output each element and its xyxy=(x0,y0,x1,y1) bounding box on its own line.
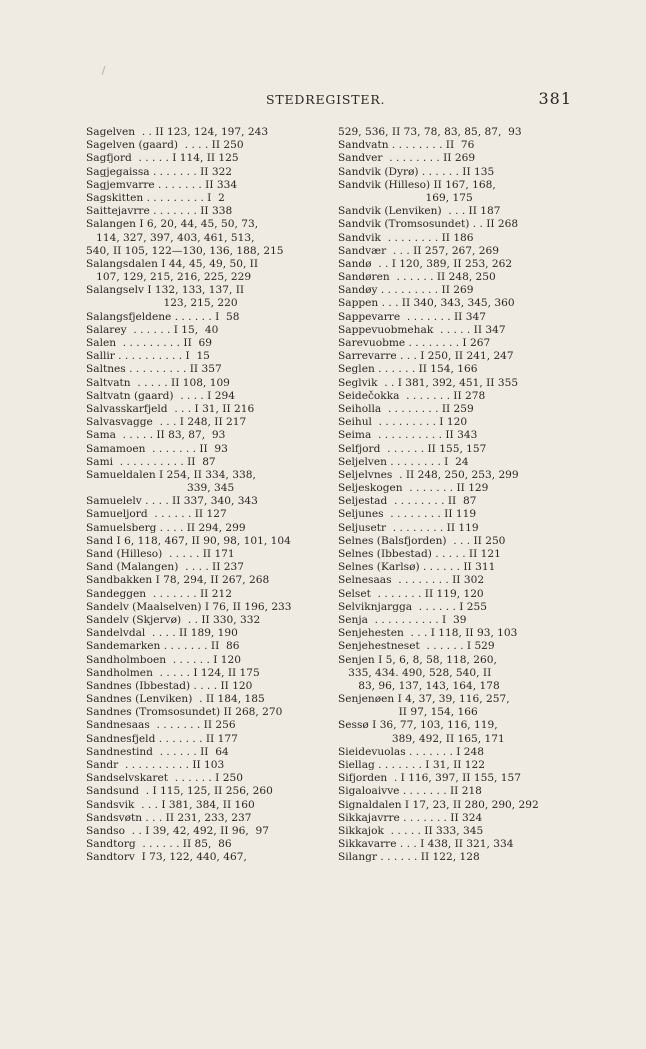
index-entry: Sandtorv I 73, 122, 440, 467, xyxy=(86,851,247,864)
index-entry: Sarevuobme . . . . . . . . I 267 xyxy=(338,337,491,349)
index-entry: Sandholmen . . . . . I 124, II 175 xyxy=(86,666,260,679)
index-entry: II 97, 154, 166 xyxy=(338,706,478,719)
index-entry: Senjehestneset . . . . . . I 529 xyxy=(338,640,495,653)
index-entry: Sagskitten . . . . . . . . . I 2 xyxy=(86,191,225,204)
index-entry: Seidečokka . . . . . . . II 278 xyxy=(338,389,486,402)
index-entry: Sappen . . . II 340, 343, 345, 360 xyxy=(338,297,515,310)
index-entry: Salangselv I 132, 133, 137, II xyxy=(86,284,245,297)
index-entry: Sandsund . I 115, 125, II 256, 260 xyxy=(86,785,273,798)
index-entry: Sifjorden . I 116, 397, II 155, 157 xyxy=(338,772,522,785)
index-entry: Sandvik . . . . . . . . II 186 xyxy=(338,231,474,244)
index-entry: Sappevuobmehak . . . . . II 347 xyxy=(338,323,506,336)
index-entry: Saltvatn . . . . . II 108, 109 xyxy=(86,376,230,389)
index-entry: Sama . . . . . II 83, 87, 93 xyxy=(86,429,226,442)
index-entry: Sigaloaivve . . . . . . . II 218 xyxy=(338,785,482,798)
index-entry: Sand I 6, 118, 467, II 90, 98, 101, 104 xyxy=(86,534,291,547)
index-entry: Selnes (Ibbestad) . . . . . II 121 xyxy=(338,548,501,560)
index-entry: Sandø . . I 120, 389, II 253, 262 xyxy=(338,257,513,270)
index-entry: Sagjegaissa . . . . . . . II 322 xyxy=(86,165,233,178)
index-entry: Sikkajavrre . . . . . . . II 324 xyxy=(338,811,483,824)
index-entry: Seiholla . . . . . . . . II 259 xyxy=(338,402,474,415)
index-entry: Salvasskarfjeld . . . I 31, II 216 xyxy=(86,402,255,415)
index-entry: Sikkavarre . . . I 438, II 321, 334 xyxy=(338,838,514,851)
index-entry: 169, 175 xyxy=(338,191,473,204)
index-entry: Selset . . . . . . . II 119, 120 xyxy=(338,587,484,600)
index-entry: Senjen I 5, 6, 8, 58, 118, 260, xyxy=(338,653,497,666)
index-entry: Sandelvdal . . . . II 189, 190 xyxy=(86,627,238,640)
index-entry: Sandtorg . . . . . . II 85, 86 xyxy=(86,838,232,851)
index-entry: Sallir . . . . . . . . . . I 15 xyxy=(86,350,210,363)
index-entry: Sandelv (Skjervø) . . II 330, 332 xyxy=(86,613,261,626)
pencil-mark xyxy=(102,66,106,75)
index-entry: Sandso . . I 39, 42, 492, II 96, 97 xyxy=(86,824,269,837)
index-entry: Sandholmboen . . . . . . I 120 xyxy=(86,653,241,666)
index-entry: Sarrevarre . . . I 250, II 241, 247 xyxy=(338,350,514,363)
index-entry: Samueljord . . . . . . II 127 xyxy=(86,508,227,521)
index-entry: Samuelsberg . . . . II 294, 299 xyxy=(86,521,246,534)
index-entry: Samamoen . . . . . . . II 93 xyxy=(86,442,228,455)
index-entry: 83, 96, 137, 143, 164, 178 xyxy=(338,679,500,692)
index-entry: Signaldalen I 17, 23, II 280, 290, 292 xyxy=(338,798,539,811)
index-entry: Salangen I 6, 20, 44, 45, 50, 73, xyxy=(86,218,259,231)
index-entry: Saltnes . . . . . . . . . II 357 xyxy=(86,363,222,376)
index-entry: Saittejavrre . . . . . . . II 338 xyxy=(86,205,233,218)
index-entry: Salangsdalen I 44, 45, 49, 50, II xyxy=(86,257,259,270)
index-entry: 107, 129, 215, 216, 225, 229 xyxy=(86,271,252,284)
index-entry: Sandvik (Dyrø) . . . . . . II 135 xyxy=(338,165,495,178)
index-entry: Sandøy . . . . . . . . . II 269 xyxy=(338,284,474,297)
index-entry: Sand (Hilleso) . . . . . II 171 xyxy=(86,548,235,560)
index-entry: Sagelven . . II 123, 124, 197, 243 xyxy=(86,126,269,138)
index-entry: Sandnes (Tromsosundet) II 268, 270 xyxy=(86,706,283,719)
index-entry: Sandr . . . . . . . . . . II 103 xyxy=(86,759,225,771)
index-entry: Seljelvnes . II 248, 250, 253, 299 xyxy=(338,468,519,481)
index-entry: Sandvik (Tromsosundet) . . II 268 xyxy=(338,218,519,231)
index-entry: Seljeskogen . . . . . . . II 129 xyxy=(338,482,489,495)
index-entry: 339, 345 xyxy=(86,482,235,495)
index-column-left xyxy=(86,126,320,865)
index-entry: Sagjemvarre . . . . . . . II 334 xyxy=(86,178,238,191)
index-entry: Salvasvagge . . . I 248, II 217 xyxy=(86,416,247,429)
index-entry: Samuelelv . . . . II 337, 340, 343 xyxy=(86,495,258,508)
index-entry: Sieidevuolas . . . . . . . I 248 xyxy=(338,745,484,758)
index-entry: Seima . . . . . . . . . . II 343 xyxy=(338,429,478,442)
index-entry: Seglen . . . . . . II 154, 166 xyxy=(338,363,478,376)
index-entry: Salangsfjeldene . . . . . . I 58 xyxy=(86,310,240,323)
index-entry: Selfjord . . . . . . II 155, 157 xyxy=(338,442,487,455)
index-entry: 529, 536, II 73, 78, 83, 85, 87, 93 xyxy=(338,126,522,138)
index-entry: Selnesaas . . . . . . . . II 302 xyxy=(338,574,485,587)
index-entry: Selnes (Balsfjorden) . . . II 250 xyxy=(338,534,506,547)
index-entry: Seljelven . . . . . . . . I 24 xyxy=(338,455,469,468)
index-column-right xyxy=(338,126,572,865)
index-entry: Sandemarken . . . . . . . II 86 xyxy=(86,640,240,653)
index-entry: Sessø I 36, 77, 103, 116, 119, xyxy=(338,719,498,732)
index-entry: 114, 327, 397, 403, 461, 513, xyxy=(86,231,255,244)
index-entry: Seglvik . . I 381, 392, 451, II 355 xyxy=(338,376,519,389)
index-entry: Seljusetr . . . . . . . . II 119 xyxy=(338,521,479,534)
index-entry: Sandvik (Lenviken) . . . II 187 xyxy=(338,205,501,218)
index-entry: 335, 434. 490, 528, 540, II xyxy=(338,666,492,679)
index-entry: Sappevarre . . . . . . . II 347 xyxy=(338,310,486,323)
index-entry: 123, 215, 220 xyxy=(86,297,238,310)
index-entry: Senjehesten . . . I 118, II 93, 103 xyxy=(338,627,518,640)
index-entry: Sandsvik . . . I 381, 384, II 160 xyxy=(86,798,255,811)
index-entry: Selviknjargga . . . . . . I 255 xyxy=(338,600,487,613)
index-entry: Sandeggen . . . . . . . II 212 xyxy=(86,587,232,600)
index-entry: Sandsvøtn . . . II 231, 233, 237 xyxy=(86,811,252,824)
page-header xyxy=(88,89,572,112)
index-entry: Seljestad . . . . . . . . II 87 xyxy=(338,495,477,508)
index-entry: Samueldalen I 254, II 334, 338, xyxy=(86,468,256,481)
index-entry: Sandøren . . . . . . II 248, 250 xyxy=(338,271,496,284)
index-entry: 540, II 105, 122—130, 136, 188, 215 xyxy=(86,244,284,257)
index-entry: Sandselvskaret . . . . . . I 250 xyxy=(86,772,243,785)
running-title: STEDREGISTER. xyxy=(266,92,386,107)
index-entry: Saltvatn (gaard) . . . . I 294 xyxy=(86,389,235,402)
index-entry: Senja . . . . . . . . . . I 39 xyxy=(338,613,467,626)
index-entry: Sagelven (gaard) . . . . II 250 xyxy=(86,139,244,152)
index-entry: Sandvik (Hilleso) II 167, 168, xyxy=(338,178,496,191)
index-entry: Selnes (Karlsø) . . . . . . II 311 xyxy=(338,561,496,574)
index-entry: Sikkajok . . . . . II 333, 345 xyxy=(338,824,484,837)
index-entry: Silangr . . . . . . II 122, 128 xyxy=(338,851,480,864)
index-entry: Senjenøen I 4, 37, 39, 116, 257, xyxy=(338,693,510,706)
index-entry: Sagfjord . . . . . I 114, II 125 xyxy=(86,152,239,165)
index-entry: Seljunes . . . . . . . . II 119 xyxy=(338,508,477,521)
index-entry: Sandnestind . . . . . . II 64 xyxy=(86,745,229,758)
index-entry: Sandnes (Lenviken) . II 184, 185 xyxy=(86,693,265,706)
index-entry: Sandnesaas . . . . . . . II 256 xyxy=(86,719,236,732)
index-entry: Sandver . . . . . . . . II 269 xyxy=(338,152,476,165)
index-entry: Sandnesfjeld . . . . . . . II 177 xyxy=(86,732,238,745)
index-entry: 389, 492, II 165, 171 xyxy=(338,732,505,745)
page-number: 381 xyxy=(538,89,572,108)
index-entry: Siellag . . . . . . . I 31, II 122 xyxy=(338,759,486,771)
index-entry: Sandvatn . . . . . . . . II 76 xyxy=(338,139,475,152)
index-entry: Sand (Malangen) . . . . II 237 xyxy=(86,561,245,574)
index-entry: Sandvær . . . II 257, 267, 269 xyxy=(338,244,499,257)
index-entry: Salen . . . . . . . . . II 69 xyxy=(86,337,212,349)
index-entry: Sami . . . . . . . . . . II 87 xyxy=(86,455,216,468)
index-entry: Sandelv (Maalselven) I 76, II 196, 233 xyxy=(86,600,292,613)
index-entry: Sandbakken I 78, 294, II 267, 268 xyxy=(86,574,270,587)
index-entry: Salarey . . . . . . I 15, 40 xyxy=(86,323,219,336)
index-entry: Sandnes (Ibbestad) . . . . II 120 xyxy=(86,679,253,692)
index-entry: Seihul . . . . . . . . . I 120 xyxy=(338,416,468,429)
